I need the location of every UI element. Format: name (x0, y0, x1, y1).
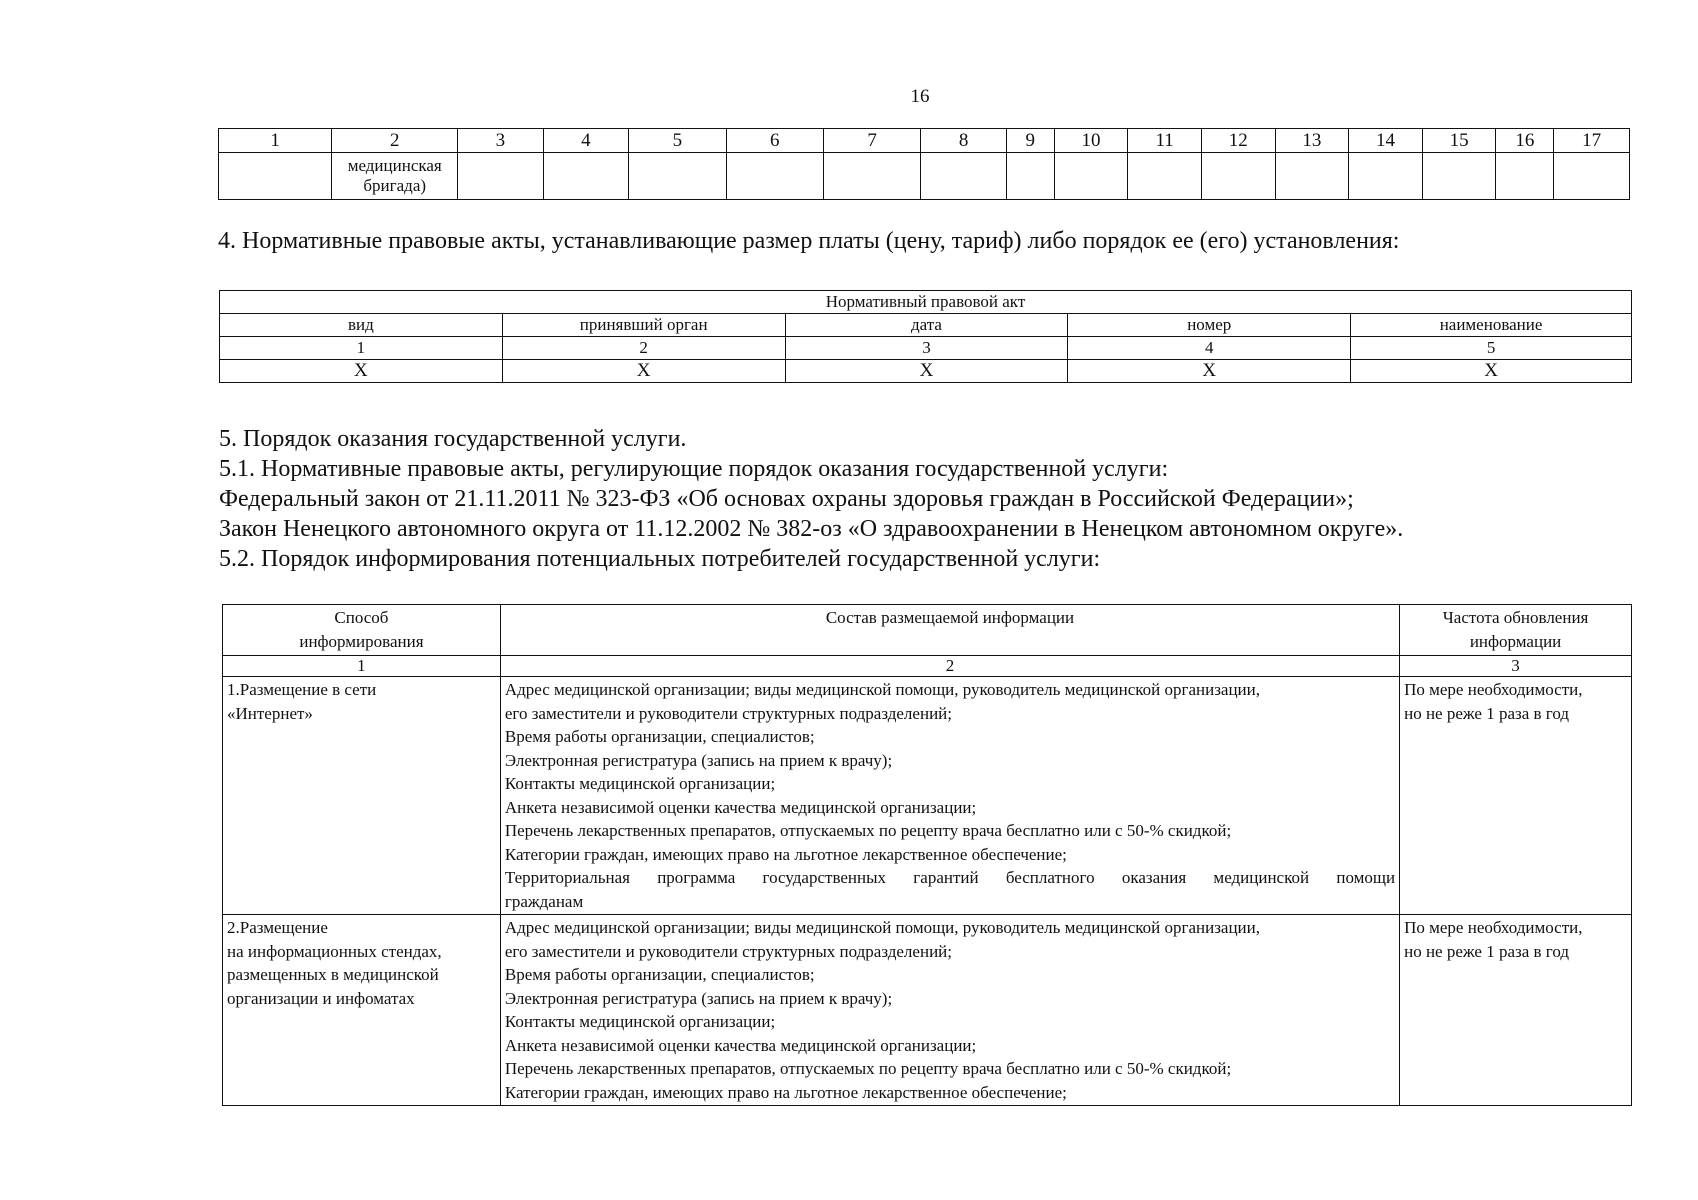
column-number: 14 (1349, 129, 1423, 153)
column-header: вид (220, 314, 503, 337)
informing-table (222, 604, 1632, 1106)
column-number: 13 (1275, 129, 1349, 153)
column-number: 16 (1496, 129, 1554, 153)
column-number: 4 (543, 129, 629, 153)
frequency-cell (1400, 915, 1632, 1106)
content-line: Анкета независимой оценки качества медицинской организации; (504, 797, 977, 817)
method-text: размещенных в медицинской (227, 965, 439, 984)
method-text: организации и инфоматах (227, 988, 415, 1008)
section-5-heading: 5. Порядок оказания государственной услуги. (219, 426, 687, 452)
frequency-text: По мере необходимости, (1404, 918, 1583, 937)
column-header: наименование (1351, 314, 1632, 337)
content-line: Адрес медицинской организации; виды медицинской помощи, руководитель медицинской организации, (504, 680, 1260, 699)
section-4-heading: 4. Нормативные правовые акты, устанавливающие размер платы (цену, тариф) либо порядок ее (его) установления: (218, 228, 1400, 254)
frequency-text: По мере необходимости, (1404, 680, 1583, 699)
frequency-text: но не реже 1 раза в год (1404, 703, 1569, 723)
column-number: 3 (785, 337, 1068, 360)
table-cell: X (785, 360, 1068, 383)
header-text: информации (1469, 631, 1562, 651)
header-text: Частота обновления (1442, 608, 1589, 627)
section-5-text (219, 424, 1403, 574)
page-number: 16 (910, 86, 930, 107)
table-cell (1349, 153, 1423, 200)
legal-acts-table (219, 290, 1632, 383)
header-text: Способ (334, 608, 389, 627)
method-text: «Интернет» (227, 703, 313, 723)
table-cell: X (1351, 360, 1632, 383)
section-5-2-heading: 5.2. Порядок информирования потенциальных потребителей государственной услуги: (219, 546, 1101, 572)
table-cell (1554, 153, 1630, 200)
column-number: 8 (921, 129, 1007, 153)
column-number: 11 (1128, 129, 1202, 153)
column-number: 1 (219, 129, 332, 153)
frequency-text: но не реже 1 раза в год (1404, 941, 1569, 961)
content-cell (500, 915, 1399, 1106)
column-header: номер (1068, 314, 1351, 337)
column-number: 6 (726, 129, 823, 153)
content-line: Перечень лекарственных препаратов, отпускаемых по рецепту врача бесплатно или с 50-% скидкой; (504, 821, 1232, 840)
table-cell (1275, 153, 1349, 200)
header-text: информирования (299, 631, 424, 651)
section-5-1-heading: 5.1. Нормативные правовые акты, регулирующие порядок оказания государственной услуги: (219, 456, 1169, 482)
content-line: Электронная регистратура (запись на прием к врачу); (504, 988, 893, 1008)
table-cell (1496, 153, 1554, 200)
table-cell (1128, 153, 1202, 200)
column-header-row (223, 605, 1632, 656)
method-text: 2.Размещение (227, 918, 328, 937)
column-number-row (223, 656, 1632, 677)
content-line: Анкета независимой оценки качества медицинской организации; (504, 1035, 977, 1055)
content-line: Территориальная программа государственных гарантий бесплатного оказания медицинской помощи (504, 868, 1396, 887)
column-number: 17 (1554, 129, 1630, 153)
column-number: 15 (1422, 129, 1496, 153)
table-cell (921, 153, 1007, 200)
table-cell (1054, 153, 1128, 200)
table-cell (458, 153, 544, 200)
column-number: 9 (1006, 129, 1054, 153)
column-number: 12 (1201, 129, 1275, 153)
content-line: Категории граждан, имеющих право на льготное лекарственное обеспечение; (504, 1082, 1067, 1102)
continuation-row (219, 153, 1630, 200)
column-header: дата (785, 314, 1068, 337)
continuation-text: медицинская (347, 156, 442, 175)
column-number: 7 (823, 129, 920, 153)
table-cell (543, 153, 629, 200)
column-number-row (219, 129, 1630, 153)
table-cell (1201, 153, 1275, 200)
method-cell (223, 915, 501, 1106)
column-number: 2 (500, 656, 1399, 677)
column-number: 5 (1351, 337, 1632, 360)
table-cell (726, 153, 823, 200)
content-line: Время работы организации, специалистов; (504, 727, 815, 746)
content-cell (500, 677, 1399, 915)
value-row (220, 360, 1632, 383)
regional-law-reference: Закон Ненецкого автономного округа от 11.12.2002 № 382-оз «О здравоохранении в Ненецком автономном округе». (219, 516, 1404, 542)
column-number: 3 (458, 129, 544, 153)
column-number: 2 (502, 337, 785, 360)
method-text: 1.Размещение в сети (227, 680, 377, 699)
continuation-text: бригада) (363, 176, 427, 195)
column-number: 1 (220, 337, 503, 360)
table-cell (1006, 153, 1054, 200)
content-line: его заместители и руководители структурных подразделений; (504, 941, 952, 961)
table-title-row (220, 291, 1632, 314)
table-cell (629, 153, 726, 200)
content-line: его заместители и руководители структурных подразделений; (504, 703, 952, 723)
column-header: принявший орган (502, 314, 785, 337)
column-number-row (220, 337, 1632, 360)
column-number: 4 (1068, 337, 1351, 360)
column-header-method (223, 605, 501, 656)
column-number: 5 (629, 129, 726, 153)
table-row (223, 915, 1632, 1106)
column-number: 10 (1054, 129, 1128, 153)
table-cell (219, 153, 332, 200)
column-header-content: Состав размещаемой информации (500, 605, 1399, 656)
content-line: Электронная регистратура (запись на прием к врачу); (504, 750, 893, 770)
continuation-text-cell (332, 153, 458, 200)
table-cell: X (1068, 360, 1351, 383)
table-cell: X (502, 360, 785, 383)
table-cell (1422, 153, 1496, 200)
table-cell (823, 153, 920, 200)
content-line: Время работы организации, специалистов; (504, 965, 815, 984)
content-line: Перечень лекарственных препаратов, отпускаемых по рецепту врача бесплатно или с 50-% скидкой; (504, 1059, 1232, 1078)
content-line: Контакты медицинской организации; (504, 1012, 776, 1031)
content-line: Адрес медицинской организации; виды медицинской помощи, руководитель медицинской организации, (504, 918, 1260, 937)
services-table-continuation (218, 128, 1630, 200)
frequency-cell (1400, 677, 1632, 915)
content-line: Категории граждан, имеющих право на льготное лекарственное обеспечение; (504, 844, 1067, 864)
method-cell (223, 677, 501, 915)
column-header-row (220, 314, 1632, 337)
table-title: Нормативный правовой акт (220, 291, 1632, 314)
table-row (223, 677, 1632, 915)
federal-law-reference: Федеральный закон от 21.11.2011 № 323-ФЗ «Об основах охраны здоровья граждан в Российской Федерации»; (219, 486, 1354, 512)
column-number: 2 (332, 129, 458, 153)
content-line: гражданам (504, 891, 584, 911)
column-number: 3 (1400, 656, 1632, 677)
table-cell: X (220, 360, 503, 383)
method-text: на информационных стендах, (227, 941, 442, 961)
column-number: 1 (223, 656, 501, 677)
content-line: Контакты медицинской организации; (504, 774, 776, 793)
column-header-frequency (1400, 605, 1632, 656)
